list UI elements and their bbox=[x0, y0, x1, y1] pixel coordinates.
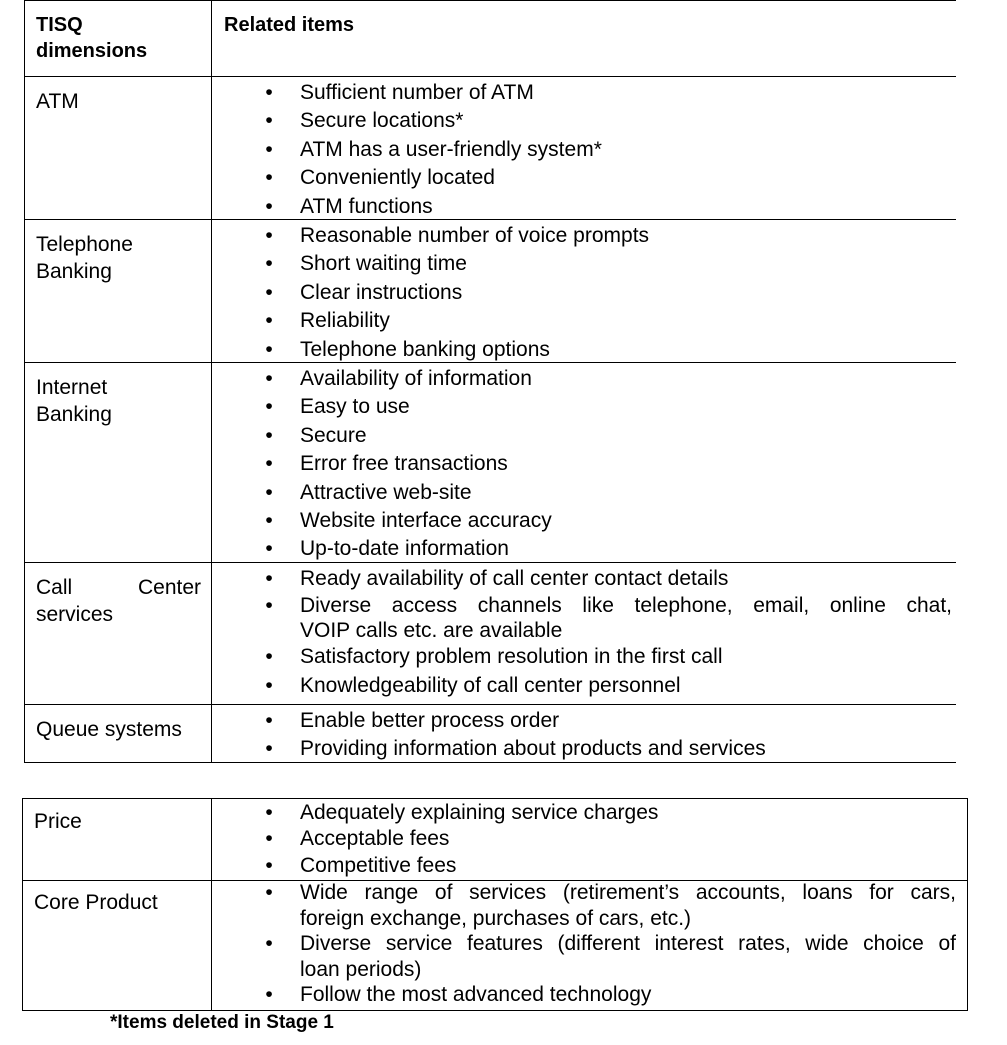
item-text: Competitive fees bbox=[300, 853, 457, 877]
dimension-word: Call bbox=[36, 576, 73, 599]
list-item bbox=[265, 336, 952, 364]
item-text: Clear instructions bbox=[300, 280, 463, 304]
related-items-list bbox=[265, 800, 956, 879]
item-text: Availability of information bbox=[300, 367, 532, 390]
bullet-icon: • bbox=[265, 932, 273, 956]
related-items-list bbox=[265, 365, 952, 564]
list-item bbox=[265, 565, 952, 593]
bullet-icon: • bbox=[265, 423, 273, 447]
item-text: Satisfactory problem resolution in the first call bbox=[300, 645, 723, 669]
bullet-icon: • bbox=[265, 509, 273, 533]
list-item bbox=[265, 707, 952, 735]
dimension-line: Queue systems bbox=[36, 718, 182, 741]
list-item bbox=[265, 450, 952, 478]
bullet-icon: • bbox=[265, 252, 273, 276]
item-text: Secure locations* bbox=[300, 109, 464, 133]
list-item bbox=[265, 279, 952, 307]
bullet-icon: • bbox=[265, 367, 273, 390]
item-text: Easy to use bbox=[300, 395, 410, 419]
bullet-icon: • bbox=[265, 537, 273, 561]
dimension-line: Internet bbox=[36, 376, 108, 399]
row-divider bbox=[24, 704, 956, 705]
related-items-list bbox=[265, 565, 952, 700]
bullet-icon: • bbox=[265, 337, 273, 361]
list-item bbox=[265, 672, 952, 700]
dimension-line: Telephone bbox=[36, 233, 133, 256]
header-tisq-dimensions bbox=[36, 12, 147, 64]
footnote: *Items deleted in Stage 1 bbox=[110, 1012, 334, 1033]
list-item bbox=[265, 800, 956, 826]
list-item bbox=[265, 79, 952, 107]
bullet-icon: • bbox=[265, 673, 273, 697]
bullet-icon: • bbox=[265, 109, 273, 133]
item-text: Secure bbox=[300, 423, 367, 447]
bullet-icon: • bbox=[265, 137, 273, 161]
header-text: dimensions bbox=[36, 40, 148, 62]
bullet-icon: • bbox=[265, 194, 273, 218]
dimension-line: Core Product bbox=[34, 891, 158, 914]
list-item bbox=[265, 507, 952, 535]
table-border-top bbox=[24, 0, 956, 1]
related-items-list bbox=[265, 880, 956, 1009]
list-item bbox=[265, 193, 952, 221]
list-item bbox=[265, 393, 952, 421]
list-item bbox=[265, 826, 956, 852]
list-item bbox=[265, 735, 952, 763]
list-item bbox=[265, 222, 952, 250]
dimension-label bbox=[36, 716, 201, 743]
item-text: Conveniently located bbox=[300, 166, 495, 190]
bullet-icon: • bbox=[265, 645, 273, 669]
dimension-label bbox=[36, 88, 201, 115]
dimension-label bbox=[36, 231, 201, 285]
item-text: VOIP calls etc. are available bbox=[300, 619, 563, 643]
list-item bbox=[265, 307, 952, 335]
bullet-icon: • bbox=[265, 224, 273, 247]
dimension-line: services bbox=[36, 603, 114, 626]
table-border-left bbox=[24, 0, 25, 763]
list-item bbox=[265, 535, 952, 563]
bullet-icon: • bbox=[265, 801, 273, 824]
item-text: Adequately explaining service charges bbox=[300, 801, 659, 824]
column-divider bbox=[211, 798, 212, 1011]
item-text: foreign exchange, purchases of cars, etc.) bbox=[300, 906, 692, 930]
list-item bbox=[265, 479, 952, 507]
bullet-icon: • bbox=[265, 853, 273, 877]
list-item bbox=[265, 250, 952, 278]
list-item bbox=[265, 164, 952, 192]
row-divider bbox=[24, 76, 956, 77]
bullet-icon: • bbox=[265, 983, 273, 1007]
bullet-icon: • bbox=[265, 594, 273, 618]
list-item bbox=[265, 931, 956, 982]
item-text: Diverse access channels like telephone, email, online chat, bbox=[300, 594, 952, 618]
dimension-label bbox=[34, 889, 204, 916]
bullet-icon: • bbox=[265, 280, 273, 304]
dimension-label bbox=[36, 374, 201, 428]
item-text: ATM has a user-friendly system* bbox=[300, 137, 602, 161]
header-related-items: Related items bbox=[224, 14, 355, 36]
list-item bbox=[265, 593, 952, 643]
related-items-list bbox=[265, 707, 952, 764]
bullet-icon: • bbox=[265, 737, 273, 761]
dimension-line: Banking bbox=[36, 403, 112, 426]
dimension-line bbox=[36, 574, 201, 601]
item-text: Ready availability of call center contact details bbox=[300, 567, 729, 590]
item-text: Telephone banking options bbox=[300, 337, 550, 361]
list-item bbox=[265, 107, 952, 135]
item-text: Acceptable fees bbox=[300, 827, 450, 851]
item-text: Up-to-date information bbox=[300, 537, 509, 561]
table-border-bottom bbox=[22, 1010, 968, 1011]
table-border-right bbox=[967, 798, 968, 1011]
item-text: ATM functions bbox=[300, 194, 433, 218]
item-text: Enable better process order bbox=[300, 709, 560, 732]
bullet-icon: • bbox=[265, 452, 273, 476]
column-divider bbox=[211, 0, 212, 763]
header-text: TISQ bbox=[36, 14, 83, 36]
dimension-line: ATM bbox=[36, 90, 79, 113]
dimension-label bbox=[36, 574, 201, 628]
item-text: Providing information about products and services bbox=[300, 737, 766, 761]
item-text: Diverse service features (different interest rates, wide choice of bbox=[300, 932, 956, 956]
table-border-left bbox=[22, 798, 23, 1011]
bullet-icon: • bbox=[265, 480, 273, 504]
bullet-icon: • bbox=[265, 827, 273, 851]
related-items-list bbox=[265, 222, 952, 364]
list-item bbox=[265, 365, 952, 393]
dimension-label bbox=[34, 808, 204, 835]
bullet-icon: • bbox=[265, 709, 273, 732]
list-item bbox=[265, 643, 952, 671]
item-text: Sufficient number of ATM bbox=[300, 81, 534, 104]
list-item bbox=[265, 422, 952, 450]
bullet-icon: • bbox=[265, 567, 273, 590]
list-item bbox=[265, 136, 952, 164]
bullet-icon: • bbox=[265, 881, 273, 904]
item-text: Reasonable number of voice prompts bbox=[300, 224, 650, 247]
table-border-top bbox=[22, 798, 968, 799]
list-item bbox=[265, 982, 956, 1008]
related-items-list bbox=[265, 79, 952, 221]
item-text: Attractive web-site bbox=[300, 480, 472, 504]
item-text: Reliability bbox=[300, 309, 390, 333]
bullet-icon: • bbox=[265, 166, 273, 190]
dimension-line: Banking bbox=[36, 260, 112, 283]
item-text: Follow the most advanced technology bbox=[300, 983, 652, 1007]
item-text: Knowledgeability of call center personnel bbox=[300, 673, 681, 697]
item-text: Short waiting time bbox=[300, 252, 467, 276]
item-text: Error free transactions bbox=[300, 452, 508, 476]
list-item bbox=[265, 880, 956, 931]
item-text: loan periods) bbox=[300, 957, 422, 981]
item-text: Website interface accuracy bbox=[300, 509, 552, 533]
list-item bbox=[265, 853, 956, 879]
dimension-line: Price bbox=[34, 810, 82, 833]
dimension-word: Center bbox=[137, 576, 201, 599]
bullet-icon: • bbox=[265, 395, 273, 419]
item-text: Wide range of services (retirement’s accounts, loans for cars, bbox=[300, 881, 956, 904]
bullet-icon: • bbox=[265, 81, 273, 104]
bullet-icon: • bbox=[265, 309, 273, 333]
